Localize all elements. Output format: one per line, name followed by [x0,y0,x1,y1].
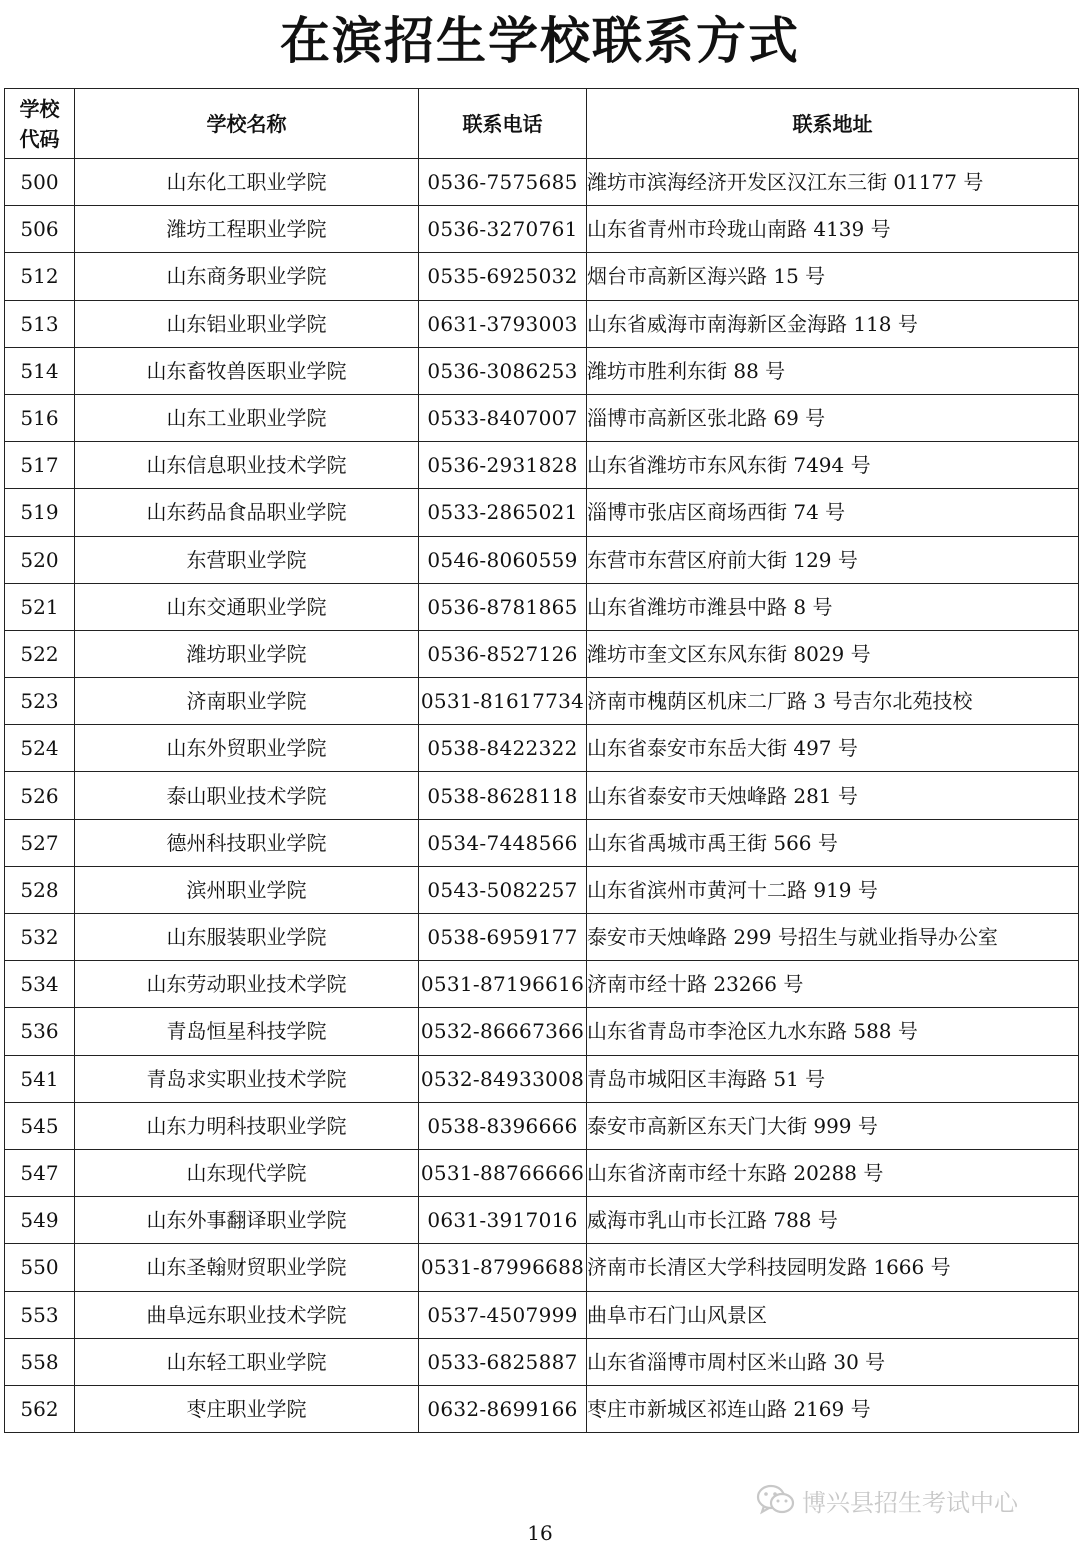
school-name-cell: 山东圣翰财贸职业学院 [75,1244,419,1291]
school-code-cell: 547 [5,1149,75,1196]
table-row [5,1338,1079,1385]
address-cell: 淄博市高新区张北路 69 号 [587,394,1079,441]
school-name-cell: 山东化工职业学院 [75,159,419,206]
school-code-cell: 506 [5,206,75,253]
page-number: 16 [527,1521,553,1545]
table-row [5,1291,1079,1338]
school-code-cell: 524 [5,725,75,772]
phone-cell: 0531-87196616 [419,961,587,1008]
table-row [5,536,1079,583]
table-row [5,1102,1079,1149]
school-code-cell: 527 [5,819,75,866]
school-name-cell: 山东现代学院 [75,1149,419,1196]
table-row [5,347,1079,394]
phone-cell: 0538-8396666 [419,1102,587,1149]
phone-cell: 0632-8699166 [419,1385,587,1432]
header-code-line1: 学校 [19,96,60,121]
table-row [5,961,1079,1008]
school-name-cell: 山东劳动职业技术学院 [75,961,419,1008]
table-row [5,300,1079,347]
table-header-row [5,89,1079,159]
table-row [5,678,1079,725]
address-cell: 威海市乳山市长江路 788 号 [587,1197,1079,1244]
table-row [5,1055,1079,1102]
phone-cell: 0531-81617734 [419,678,587,725]
phone-cell: 0543-5082257 [419,866,587,913]
address-cell: 山东省青岛市李沧区九水东路 588 号 [587,1008,1079,1055]
school-name-cell: 山东轻工职业学院 [75,1338,419,1385]
address-cell: 淄博市张店区商场西街 74 号 [587,489,1079,536]
phone-cell: 0536-8781865 [419,583,587,630]
table-body [5,159,1079,1433]
phone-cell: 0535-6925032 [419,253,587,300]
phone-cell: 0631-3917016 [419,1197,587,1244]
wechat-icon [756,1483,796,1517]
address-cell: 济南市经十路 23266 号 [587,961,1079,1008]
phone-cell: 0533-2865021 [419,489,587,536]
school-code-cell: 532 [5,914,75,961]
address-cell: 山东省青州市玲珑山南路 4139 号 [587,206,1079,253]
school-name-cell: 山东外贸职业学院 [75,725,419,772]
school-name-cell: 潍坊职业学院 [75,630,419,677]
table-row [5,442,1079,489]
phone-cell: 0536-8527126 [419,630,587,677]
address-cell: 潍坊市胜利东街 88 号 [587,347,1079,394]
phone-cell: 0536-7575685 [419,159,587,206]
address-cell: 烟台市高新区海兴路 15 号 [587,253,1079,300]
table-row [5,206,1079,253]
school-code-cell: 526 [5,772,75,819]
address-cell: 泰安市高新区东天门大街 999 号 [587,1102,1079,1149]
school-name-cell: 山东铝业职业学院 [75,300,419,347]
address-cell: 山东省潍坊市东风东街 7494 号 [587,442,1079,489]
school-name-cell: 山东信息职业技术学院 [75,442,419,489]
school-code-cell: 528 [5,866,75,913]
address-cell: 潍坊市滨海经济开发区汉江东三街 01177 号 [587,159,1079,206]
phone-cell: 0538-8422322 [419,725,587,772]
table-row [5,914,1079,961]
school-code-cell: 520 [5,536,75,583]
school-name-cell: 滨州职业学院 [75,866,419,913]
header-phone: 联系电话 [419,89,587,159]
school-name-cell: 山东药品食品职业学院 [75,489,419,536]
table-row [5,819,1079,866]
address-cell: 山东省禹城市禹王街 566 号 [587,819,1079,866]
phone-cell: 0533-8407007 [419,394,587,441]
address-cell: 山东省滨州市黄河十二路 919 号 [587,866,1079,913]
table-row [5,866,1079,913]
school-name-cell: 东营职业学院 [75,536,419,583]
school-name-cell: 山东外事翻译职业学院 [75,1197,419,1244]
school-name-cell: 泰山职业技术学院 [75,772,419,819]
phone-cell: 0531-87996688 [419,1244,587,1291]
school-code-cell: 522 [5,630,75,677]
table-row [5,630,1079,677]
school-name-cell: 曲阜远东职业技术学院 [75,1291,419,1338]
phone-cell: 0537-4507999 [419,1291,587,1338]
school-code-cell: 536 [5,1008,75,1055]
phone-cell: 0532-84933008 [419,1055,587,1102]
table-row [5,1244,1079,1291]
school-name-cell: 济南职业学院 [75,678,419,725]
header-school-name: 学校名称 [75,89,419,159]
school-code-cell: 517 [5,442,75,489]
school-name-cell: 潍坊工程职业学院 [75,206,419,253]
school-name-cell: 青岛求实职业技术学院 [75,1055,419,1102]
school-contacts-table [4,88,1079,1433]
table-row [5,1197,1079,1244]
address-cell: 山东省潍坊市潍县中路 8 号 [587,583,1079,630]
header-school-code [5,89,75,159]
table-row [5,1149,1079,1196]
phone-cell: 0532-86667366 [419,1008,587,1055]
address-cell: 山东省济南市经十东路 20288 号 [587,1149,1079,1196]
table-row [5,489,1079,536]
school-code-cell: 521 [5,583,75,630]
table-row [5,394,1079,441]
school-code-cell: 514 [5,347,75,394]
address-cell: 青岛市城阳区丰海路 51 号 [587,1055,1079,1102]
header-address: 联系地址 [587,89,1079,159]
school-code-cell: 534 [5,961,75,1008]
phone-cell: 0534-7448566 [419,819,587,866]
school-name-cell: 枣庄职业学院 [75,1385,419,1432]
address-cell: 山东省泰安市天烛峰路 281 号 [587,772,1079,819]
school-name-cell: 山东工业职业学院 [75,394,419,441]
address-cell: 山东省泰安市东岳大街 497 号 [587,725,1079,772]
school-code-cell: 513 [5,300,75,347]
address-cell: 东营市东营区府前大街 129 号 [587,536,1079,583]
table-row [5,1385,1079,1432]
school-code-cell: 550 [5,1244,75,1291]
address-cell: 济南市槐荫区机床二厂路 3 号吉尔北苑技校 [587,678,1079,725]
school-name-cell: 德州科技职业学院 [75,819,419,866]
school-code-cell: 516 [5,394,75,441]
school-name-cell: 青岛恒星科技学院 [75,1008,419,1055]
table-row [5,725,1079,772]
school-code-cell: 519 [5,489,75,536]
school-name-cell: 山东交通职业学院 [75,583,419,630]
phone-cell: 0536-2931828 [419,442,587,489]
phone-cell: 0533-6825887 [419,1338,587,1385]
page-title: 在滨招生学校联系方式 [280,12,800,70]
school-name-cell: 山东服装职业学院 [75,914,419,961]
phone-cell: 0631-3793003 [419,300,587,347]
school-code-cell: 500 [5,159,75,206]
school-code-cell: 553 [5,1291,75,1338]
table-row [5,772,1079,819]
school-name-cell: 山东力明科技职业学院 [75,1102,419,1149]
phone-cell: 0536-3270761 [419,206,587,253]
address-cell: 济南市长清区大学科技园明发路 1666 号 [587,1244,1079,1291]
phone-cell: 0531-88766666 [419,1149,587,1196]
school-code-cell: 512 [5,253,75,300]
school-name-cell: 山东商务职业学院 [75,253,419,300]
header-code-line2: 代码 [19,126,60,151]
address-cell: 山东省淄博市周村区米山路 30 号 [587,1338,1079,1385]
address-cell: 曲阜市石门山风景区 [587,1291,1079,1338]
address-cell: 潍坊市奎文区东风东街 8029 号 [587,630,1079,677]
address-cell: 泰安市天烛峰路 299 号招生与就业指导办公室 [587,914,1079,961]
watermark-text: 博兴县招生考试中心 [802,1488,1018,1517]
school-code-cell: 558 [5,1338,75,1385]
phone-cell: 0538-8628118 [419,772,587,819]
school-code-cell: 545 [5,1102,75,1149]
phone-cell: 0536-3086253 [419,347,587,394]
table-row [5,253,1079,300]
school-name-cell: 山东畜牧兽医职业学院 [75,347,419,394]
school-code-cell: 562 [5,1385,75,1432]
phone-cell: 0546-8060559 [419,536,587,583]
table-row [5,1008,1079,1055]
table-row [5,583,1079,630]
address-cell: 枣庄市新城区祁连山路 2169 号 [587,1385,1079,1432]
phone-cell: 0538-6959177 [419,914,587,961]
school-code-cell: 541 [5,1055,75,1102]
school-code-cell: 523 [5,678,75,725]
address-cell: 山东省威海市南海新区金海路 118 号 [587,300,1079,347]
school-code-cell: 549 [5,1197,75,1244]
watermark [756,1480,1018,1520]
table-row [5,159,1079,206]
